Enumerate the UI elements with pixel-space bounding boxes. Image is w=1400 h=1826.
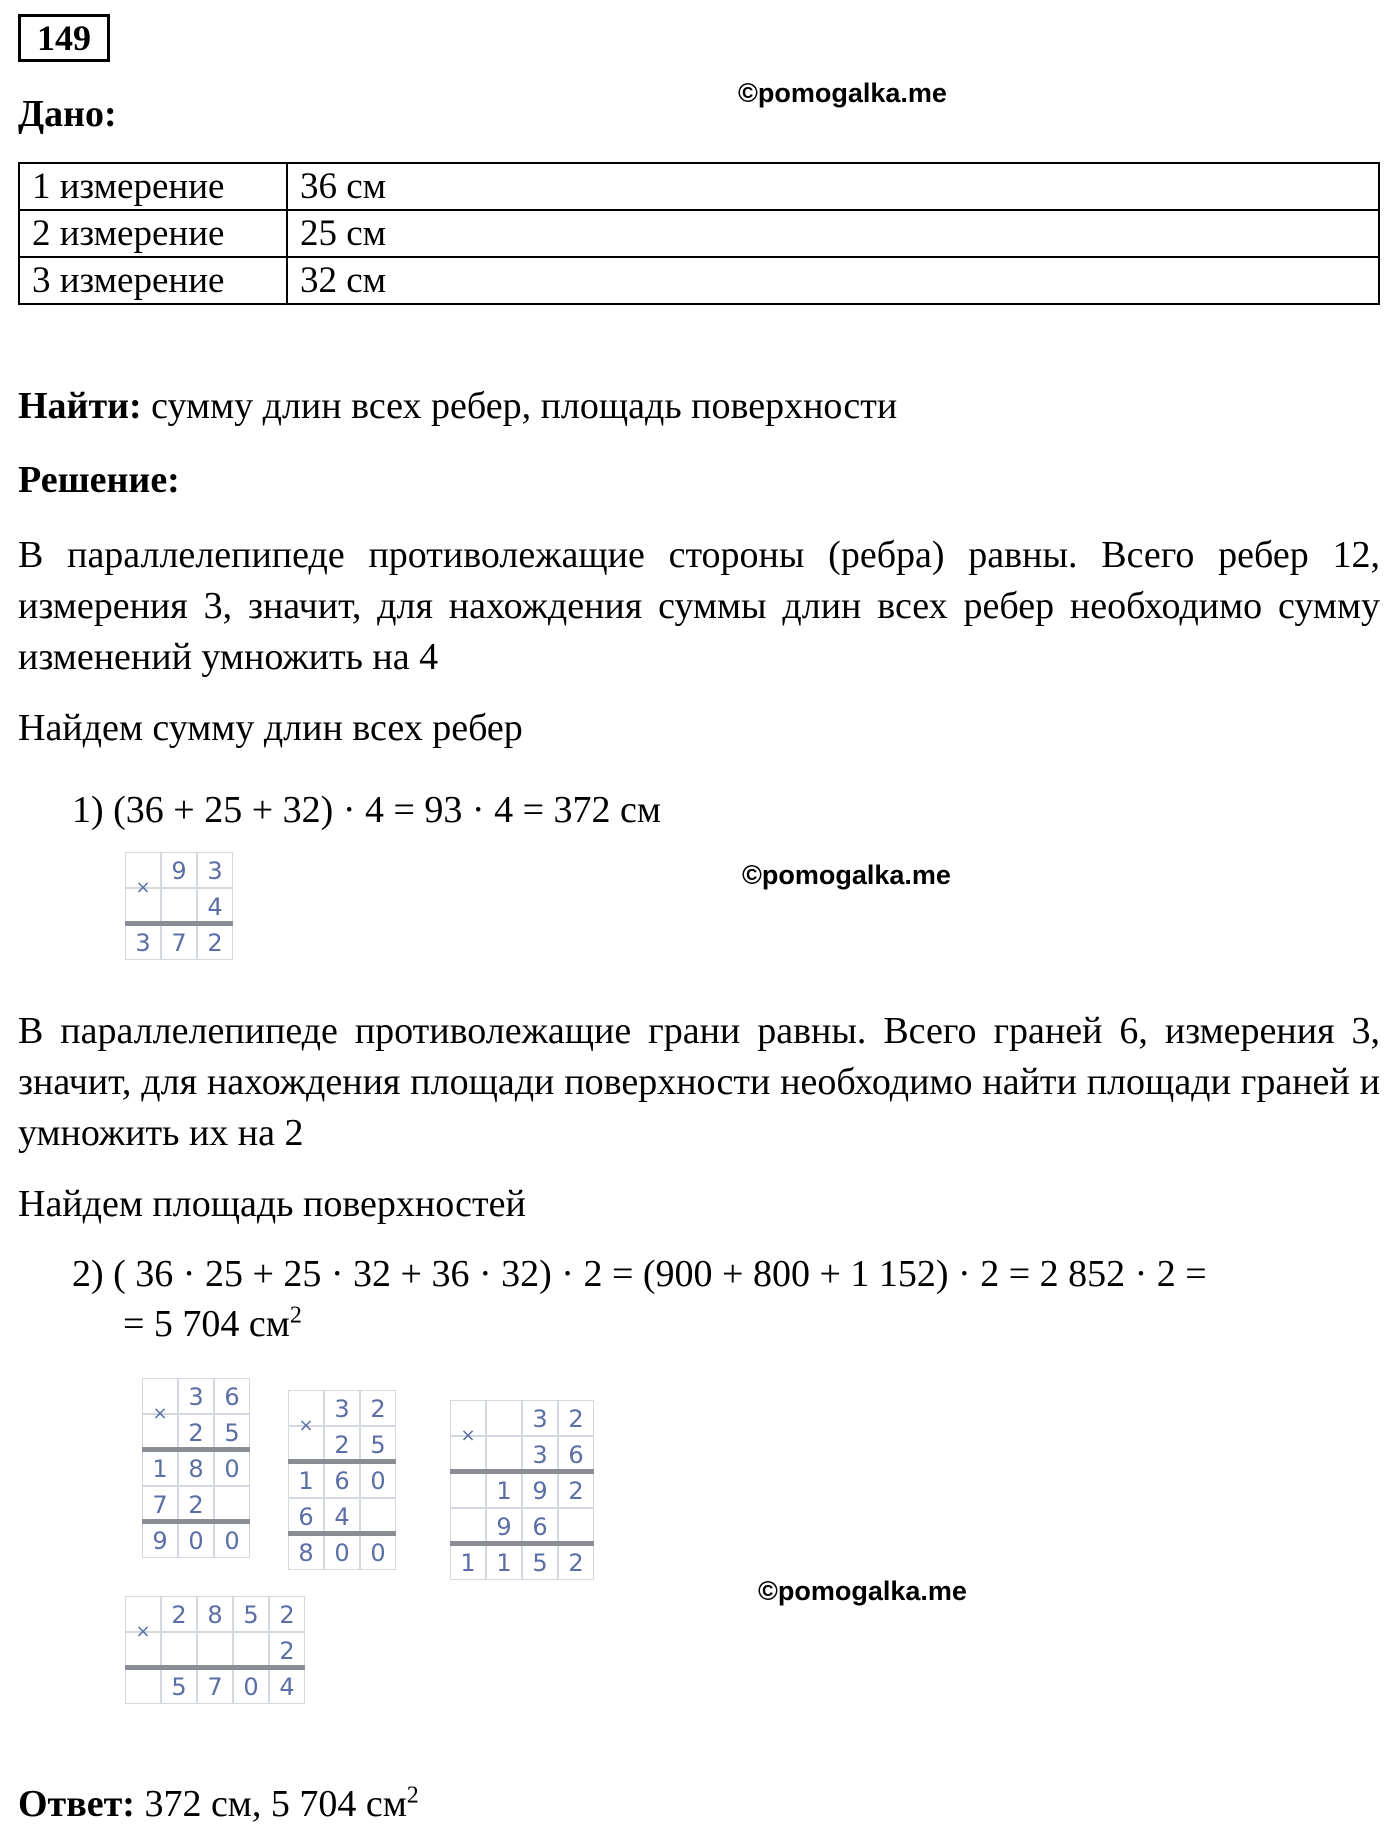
step2-formula-line1: ( 36 · 25 + 25 · 32 + 36 · 32) · 2 = (900 + 800 + 1 152) · 2 = 2 852 · 2 = — [113, 1253, 1207, 1295]
step2 — [72, 1252, 1207, 1296]
multiply-sign: × — [152, 1403, 168, 1424]
calc-line — [142, 1447, 250, 1452]
calc-digit: 2 — [178, 1486, 214, 1522]
calc-digit: 1 — [450, 1544, 486, 1580]
table-cell-value: 32 см — [287, 257, 1379, 304]
calc-digit: 5 — [161, 1668, 197, 1704]
calc-line — [288, 1459, 396, 1464]
calc-digit — [161, 1632, 197, 1668]
calc-digit — [486, 1400, 522, 1436]
calc-digit: 5 — [360, 1426, 396, 1462]
table-row — [19, 257, 1379, 304]
paragraph-find-area: Найдем площадь поверхностей — [18, 1183, 526, 1225]
find-text: сумму длин всех ребер, площадь поверхности — [141, 385, 898, 427]
find-label: Найти: — [18, 385, 142, 427]
answer-label: Ответ: — [18, 1783, 135, 1825]
calc-digit: 3 — [522, 1436, 558, 1472]
calc-digit: 3 — [197, 852, 233, 888]
table-row — [19, 210, 1379, 257]
calc-digit: 2 — [269, 1632, 305, 1668]
step2-number: 2) — [72, 1253, 104, 1295]
calc-digit — [197, 1632, 233, 1668]
table-cell-name: 3 измерение — [19, 257, 287, 304]
calc-digit: 2 — [558, 1544, 594, 1580]
superscript: 2 — [289, 1302, 302, 1329]
calc-digit: 0 — [214, 1522, 250, 1558]
calc-digit: 1 — [288, 1462, 324, 1498]
superscript: 2 — [406, 1782, 419, 1809]
calc-digit: 2 — [197, 924, 233, 960]
calc-digit: 9 — [522, 1472, 558, 1508]
calc-digit: 3 — [522, 1400, 558, 1436]
step2-formula-line2: = 5 704 см — [123, 1303, 290, 1345]
calc-digit: 6 — [214, 1378, 250, 1414]
find-line — [18, 384, 897, 428]
multiply-sign: × — [135, 877, 151, 898]
calc-digit: 0 — [233, 1668, 269, 1704]
calc-digit: 6 — [522, 1508, 558, 1544]
paragraph-find-edges: Найдем сумму длин всех ребер — [18, 707, 523, 749]
calc-digit: 1 — [486, 1544, 522, 1580]
calc-digit — [161, 888, 197, 924]
calc-digit: 1 — [486, 1472, 522, 1508]
calc-digit — [214, 1486, 250, 1522]
calc-digit: 9 — [161, 852, 197, 888]
calc-line — [450, 1469, 594, 1474]
calc-digit — [558, 1508, 594, 1544]
multiply-sign: × — [298, 1415, 314, 1436]
calc-digit: 3 — [125, 924, 161, 960]
solution-label: Решение: — [18, 459, 180, 501]
calc-digit — [233, 1632, 269, 1668]
calc-digit: 0 — [360, 1462, 396, 1498]
step1-number: 1) — [72, 789, 104, 831]
calc-digit: 6 — [324, 1462, 360, 1498]
calc-line — [288, 1531, 396, 1536]
calc-digit: 1 — [142, 1450, 178, 1486]
calc-digit — [125, 1668, 161, 1704]
calc-line — [125, 1665, 305, 1670]
table-cell-value: 36 см — [287, 163, 1379, 210]
calc-digit: 2 — [324, 1426, 360, 1462]
given-table — [18, 162, 1380, 305]
calc-digit: 0 — [360, 1534, 396, 1570]
step1 — [72, 788, 661, 832]
calc-digit — [360, 1498, 396, 1534]
calc-digit: 4 — [269, 1668, 305, 1704]
calc-digit: 0 — [178, 1522, 214, 1558]
calc-line — [142, 1519, 250, 1524]
table-cell-value: 25 см — [287, 210, 1379, 257]
answer-line — [18, 1782, 419, 1826]
calc-digit: 8 — [288, 1534, 324, 1570]
calc-digit: 9 — [142, 1522, 178, 1558]
problem-number: 149 — [18, 14, 110, 62]
calc-digit: 4 — [324, 1498, 360, 1534]
calc-digit: 6 — [288, 1498, 324, 1534]
calc-line — [125, 921, 233, 926]
step2-line2 — [123, 1302, 302, 1346]
answer-text: 372 см, 5 704 см — [134, 1783, 407, 1825]
calc-digit: 7 — [161, 924, 197, 960]
calc-digit: 6 — [558, 1436, 594, 1472]
table-cell-name: 2 измерение — [19, 210, 287, 257]
calc-digit — [450, 1508, 486, 1544]
given-label: Дано: — [18, 93, 117, 135]
calc-digit: 2 — [558, 1400, 594, 1436]
calc-digit: 2 — [178, 1414, 214, 1450]
calc-digit — [450, 1472, 486, 1508]
calc-digit: 2 — [558, 1472, 594, 1508]
calc-digit: 7 — [142, 1486, 178, 1522]
paragraph-faces: В параллелепипеде противолежащие грани равны. Всего граней 6, измерения 3, значит, для нахождения площади поверхности необходимо найти площади граней и умножить их на 2 — [18, 1010, 1380, 1154]
calc-digit: 2 — [360, 1390, 396, 1426]
watermark: ©pomogalka.me — [742, 860, 951, 890]
multiply-sign: × — [135, 1621, 151, 1642]
watermark: ©pomogalka.me — [738, 78, 947, 108]
calc-digit: 2 — [269, 1596, 305, 1632]
calc-digit: 0 — [214, 1450, 250, 1486]
calc-digit: 9 — [486, 1508, 522, 1544]
calc-digit: 3 — [178, 1378, 214, 1414]
calc-digit: 8 — [178, 1450, 214, 1486]
calc-digit: 5 — [214, 1414, 250, 1450]
calc-digit: 3 — [324, 1390, 360, 1426]
calc-digit: 2 — [161, 1596, 197, 1632]
table-row — [19, 163, 1379, 210]
calc-digit: 4 — [197, 888, 233, 924]
calc-digit — [486, 1436, 522, 1472]
calc-digit: 8 — [197, 1596, 233, 1632]
calc-digit: 5 — [233, 1596, 269, 1632]
watermark: ©pomogalka.me — [758, 1576, 967, 1606]
paragraph-edges: В параллелепипеде противолежащие стороны (ребра) равны. Всего ребер 12, измерения 3, значит, для нахождения суммы длин всех ребер необходимо сумму изменений умножить на 4 — [18, 534, 1380, 678]
calc-line — [450, 1541, 594, 1546]
calc-digit: 7 — [197, 1668, 233, 1704]
calc-digit: 0 — [324, 1534, 360, 1570]
calc-digit: 5 — [522, 1544, 558, 1580]
step1-formula: (36 + 25 + 32) · 4 = 93 · 4 = 372 см — [113, 789, 661, 831]
multiply-sign: × — [460, 1425, 476, 1446]
table-cell-name: 1 измерение — [19, 163, 287, 210]
